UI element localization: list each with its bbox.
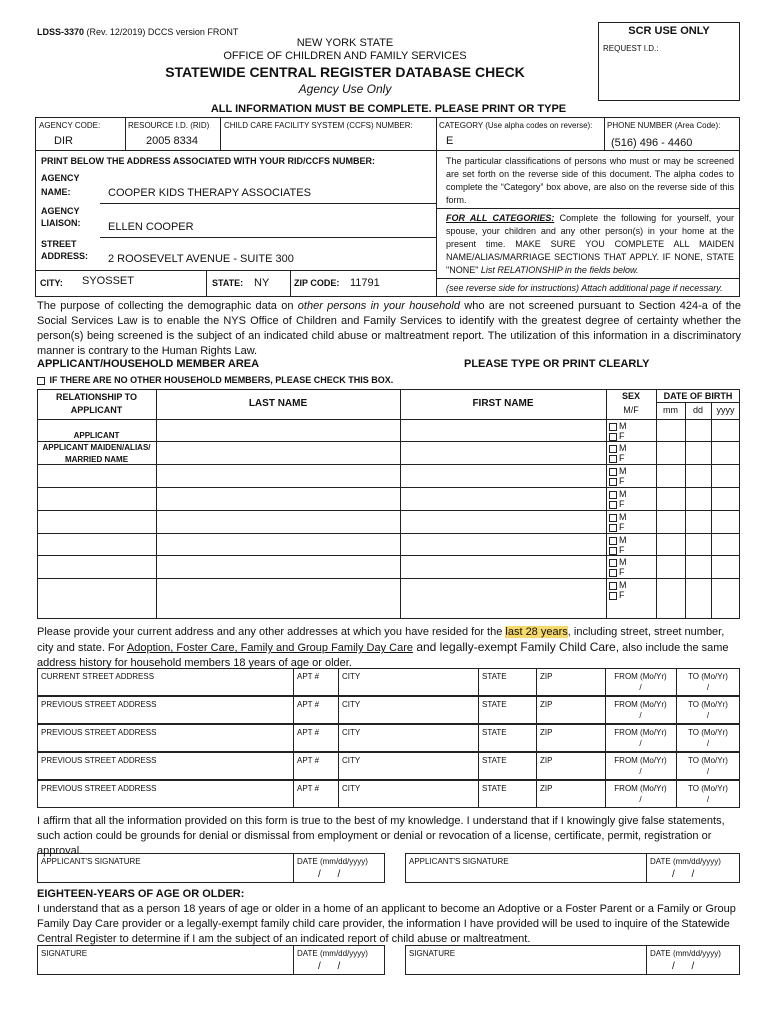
address-zip-label: ZIP bbox=[540, 784, 553, 793]
sex-m-checkbox[interactable] bbox=[609, 514, 617, 522]
address-to-slash: / bbox=[706, 767, 710, 776]
sex-f-label: F bbox=[619, 499, 625, 509]
address-to-slash: / bbox=[706, 739, 710, 748]
sex-f-label: F bbox=[619, 431, 625, 441]
applicant-label: APPLICANT bbox=[73, 431, 120, 440]
address-street-label: PREVIOUS STREET ADDRESS bbox=[41, 700, 157, 709]
no-other-members-row bbox=[37, 375, 393, 385]
sex-f-label: F bbox=[619, 590, 625, 600]
agency-name-label bbox=[41, 171, 80, 199]
request-id-label: REQUEST I.D.: bbox=[603, 44, 659, 53]
liaison-label-1: AGENCY bbox=[41, 206, 80, 216]
address-street-label: CURRENT STREET ADDRESS bbox=[41, 672, 155, 681]
address-from-label: FROM (Mo/Yr) bbox=[614, 728, 667, 737]
address-from-slash: / bbox=[639, 683, 642, 692]
address-from-label: FROM (Mo/Yr) bbox=[614, 784, 667, 793]
sex-m-label: M bbox=[619, 557, 627, 567]
date-slashes-2: / / bbox=[672, 869, 695, 880]
resource-id-label: RESOURCE I.D. (RID) bbox=[128, 121, 210, 130]
address-to-label: TO (Mo/Yr) bbox=[688, 672, 728, 681]
list-relationship-text: List RELATIONSHIP in the fields below. bbox=[480, 265, 639, 275]
liaison-label-2: LIAISON: bbox=[41, 218, 81, 228]
scr-use-only-label: SCR USE ONLY bbox=[628, 25, 710, 37]
addr-text-end: also include the same address history for household members 18 years of age or older. bbox=[37, 642, 729, 669]
sex-f-checkbox[interactable] bbox=[609, 547, 617, 555]
col-last-name: LAST NAME bbox=[248, 398, 308, 409]
complete-banner: ALL INFORMATION MUST BE COMPLETE. PLEASE PRINT OR TYPE bbox=[210, 103, 567, 115]
address-to-label: TO (Mo/Yr) bbox=[688, 756, 728, 765]
address-to-label: TO (Mo/Yr) bbox=[688, 700, 728, 709]
household-area-title: APPLICANT/HOUSEHOLD MEMBER AREA bbox=[37, 358, 260, 370]
address-state-label: STATE bbox=[482, 756, 507, 765]
sex-f-checkbox[interactable] bbox=[609, 501, 617, 509]
sex-cell bbox=[609, 535, 627, 555]
maiden-name-label: APPLICANT MAIDEN/ALIAS/ MARRIED NAME bbox=[42, 443, 151, 464]
address-to-slash: / bbox=[706, 795, 710, 804]
address-from-slash: / bbox=[639, 795, 642, 804]
date-label-1: DATE (mm/dd/yyyy) bbox=[297, 857, 368, 866]
applicant-row-label bbox=[37, 430, 156, 466]
address-apt-label: APT # bbox=[297, 728, 320, 737]
address-to-label: TO (Mo/Yr) bbox=[688, 784, 728, 793]
for-all-categories-note bbox=[446, 212, 734, 277]
resource-id-field[interactable]: 2005 8334 bbox=[146, 135, 198, 147]
col-dob: DATE OF BIRTH bbox=[663, 391, 733, 401]
applicant-signature-label-1: APPLICANT'S SIGNATURE bbox=[41, 857, 141, 866]
col-dob-mm: mm bbox=[663, 405, 678, 415]
sex-m-label: M bbox=[619, 535, 627, 545]
sex-cell bbox=[609, 443, 627, 463]
address-city-label: CITY bbox=[342, 728, 361, 737]
for-all-categories-heading: FOR ALL CATEGORIES: bbox=[446, 213, 555, 223]
address-state-label: STATE bbox=[482, 672, 507, 681]
ccfs-label: CHILD CARE FACILITY SYSTEM (CCFS) NUMBER: bbox=[224, 121, 413, 130]
household-table bbox=[37, 389, 740, 619]
sex-m-checkbox[interactable] bbox=[609, 559, 617, 567]
address-from-label: FROM (Mo/Yr) bbox=[614, 756, 667, 765]
zip-label: ZIP CODE: bbox=[294, 278, 340, 288]
address-zip-label: ZIP bbox=[540, 700, 553, 709]
address-apt-label: APT # bbox=[297, 784, 320, 793]
addr-text-large: and legally-exempt Family Child Care, bbox=[412, 640, 620, 654]
address-city-label: CITY bbox=[342, 700, 361, 709]
eighteen-paragraph: I understand that as a person 18 years of age or older in a home of an applicant to become an Adoptive or a Foster Parent or a Family or Group Family Day Care provider or a legally-exempt family child care provider, the information I have provided will be used to inquire of the Statewide Central Register to determine if I am the subject of an indicated report of child abuse or maltreatment. bbox=[37, 903, 736, 945]
sex-f-checkbox[interactable] bbox=[609, 569, 617, 577]
scr-use-only-box bbox=[598, 22, 740, 101]
sex-cell bbox=[609, 557, 627, 577]
agency-code-field[interactable]: DIR bbox=[54, 135, 73, 147]
form-id: LDSS-3370 bbox=[37, 27, 85, 37]
print-clearly-label: PLEASE TYPE OR PRINT CLEARLY bbox=[464, 358, 650, 370]
affirm-paragraph: I affirm that all the information provided on this form is true to the best of my knowledge. I understand that if I knowingly give false statements, such action could be grounds for denial or dismissal from employment or denial or revocation of a license, certificate, permit, registration or approval. bbox=[37, 815, 725, 857]
phone-label: PHONE NUMBER (Area Code): bbox=[607, 121, 721, 130]
address-state-label: STATE bbox=[482, 728, 507, 737]
form-rev: (Rev. 12/2019) DCCS version FRONT bbox=[86, 27, 239, 37]
phone-prefix: 496 bbox=[639, 137, 659, 149]
address-zip-label: ZIP bbox=[540, 728, 553, 737]
applicant-signature-label-2: APPLICANT'S SIGNATURE bbox=[409, 857, 509, 866]
address-street-label: PREVIOUS STREET ADDRESS bbox=[41, 784, 157, 793]
street-label-1: STREET bbox=[41, 239, 77, 249]
col-relationship: RELATIONSHIP TO APPLICANT bbox=[55, 392, 137, 415]
sex-f-label: F bbox=[619, 522, 625, 532]
address-city-label: CITY bbox=[342, 756, 361, 765]
signature-label-2: SIGNATURE bbox=[409, 949, 456, 958]
address-city-label: CITY bbox=[342, 784, 361, 793]
addr-text-highlight: last 28 years bbox=[505, 626, 568, 638]
address-to-slash: / bbox=[706, 711, 710, 720]
sex-f-checkbox[interactable] bbox=[609, 433, 617, 441]
street-label bbox=[41, 238, 88, 262]
sex-m-checkbox[interactable] bbox=[609, 423, 617, 431]
sex-cell bbox=[609, 489, 627, 509]
sex-cell bbox=[609, 466, 627, 486]
agency-name-field[interactable]: COOPER KIDS THERAPY ASSOCIATES bbox=[108, 187, 311, 199]
address-from-label: FROM (Mo/Yr) bbox=[614, 700, 667, 709]
eighteen-date-label-1: DATE (mm/dd/yyyy) bbox=[297, 949, 368, 958]
page-title: STATEWIDE CENTRAL REGISTER DATABASE CHECK bbox=[165, 64, 525, 80]
col-dob-yyyy: yyyy bbox=[716, 405, 735, 415]
sex-m-label: M bbox=[619, 443, 627, 453]
eighteen-title: EIGHTEEN-YEARS OF AGE OR OLDER: bbox=[37, 888, 245, 900]
address-apt-label: APT # bbox=[297, 756, 320, 765]
sex-m-checkbox[interactable] bbox=[609, 468, 617, 476]
sex-m-checkbox[interactable] bbox=[609, 491, 617, 499]
sex-m-label: M bbox=[619, 580, 627, 590]
address-from-slash: / bbox=[639, 739, 642, 748]
agency-name-label-2: NAME: bbox=[41, 187, 71, 197]
print-below-label: PRINT BELOW THE ADDRESS ASSOCIATED WITH YOUR RID/CCFS NUMBER: bbox=[41, 156, 376, 166]
purpose-text-1: The purpose of collecting the demographic data on bbox=[37, 300, 298, 312]
sex-m-label: M bbox=[619, 421, 627, 431]
liaison-label bbox=[41, 205, 81, 229]
category-field[interactable]: E bbox=[446, 135, 454, 147]
date-slashes-1: / / bbox=[318, 869, 341, 880]
address-from-label: FROM (Mo/Yr) bbox=[614, 672, 667, 681]
address-zip-label: ZIP bbox=[540, 756, 553, 765]
sex-m-checkbox[interactable] bbox=[609, 537, 617, 545]
state-label: STATE: bbox=[212, 278, 244, 288]
city-field[interactable]: SYOSSET bbox=[82, 275, 134, 287]
sex-m-checkbox[interactable] bbox=[609, 582, 617, 590]
city-label: CITY: bbox=[40, 278, 63, 288]
address-state-label: STATE bbox=[482, 784, 507, 793]
address-to-slash: / bbox=[706, 683, 710, 692]
address-city-label: CITY bbox=[342, 672, 361, 681]
eighteen-date-label-2: DATE (mm/dd/yyyy) bbox=[650, 949, 721, 958]
zip-field[interactable]: 11791 bbox=[350, 277, 380, 289]
no-other-members-checkbox[interactable] bbox=[37, 377, 45, 385]
street-field[interactable]: 2 ROOSEVELT AVENUE - SUITE 300 bbox=[108, 253, 294, 265]
phone-line: 4460 bbox=[667, 137, 693, 149]
office-name: OFFICE OF CHILDREN AND FAMILY SERVICES bbox=[223, 50, 467, 62]
sex-f-checkbox[interactable] bbox=[609, 455, 617, 463]
agency-code-label: AGENCY CODE: bbox=[39, 121, 101, 130]
col-sex-sub: M/F bbox=[623, 405, 639, 415]
state-field[interactable]: NY bbox=[254, 277, 270, 289]
sex-m-label: M bbox=[619, 466, 627, 476]
eighteen-date-slashes-1: / / bbox=[318, 961, 341, 972]
sex-f-label: F bbox=[619, 476, 625, 486]
address-street-label: PREVIOUS STREET ADDRESS bbox=[41, 756, 157, 765]
sex-cell bbox=[609, 580, 627, 600]
purpose-text-italic: other persons in your household bbox=[297, 300, 460, 312]
state-name: NEW YORK STATE bbox=[296, 37, 394, 49]
col-first-name: FIRST NAME bbox=[472, 398, 534, 409]
purpose-text-rest: who are not screened pursuant to Section 424-a of the Social Services Law is to enable the NYS Office of Children and Family Services to identify with the greatest degree of certainty whether the person(s) being screened is the subject of an indicated child abuse or maltreatment report. The utilization of this information in a discriminatory manner is contrary to the Human Rights Law. bbox=[37, 300, 741, 357]
sex-f-checkbox[interactable] bbox=[609, 592, 617, 600]
sex-cell bbox=[609, 512, 627, 532]
purpose-paragraph bbox=[37, 299, 741, 359]
phone-dash: - bbox=[661, 137, 665, 149]
phone-field[interactable] bbox=[611, 137, 692, 149]
col-dob-dd: dd bbox=[692, 405, 703, 415]
liaison-field[interactable]: ELLEN COOPER bbox=[108, 221, 194, 233]
addr-text-mid: , including street, street number, city and state. For bbox=[37, 626, 725, 654]
address-apt-label: APT # bbox=[297, 700, 320, 709]
phone-area: (516) bbox=[611, 137, 637, 149]
address-apt-label: APT # bbox=[297, 672, 320, 681]
for-all-categories-text: Complete the following for yourself, your spouse, your children and any other person(s) in your home at the present time. MAKE SURE YOU COMPLETE ALL MAIDEN NAME/ALIAS/MARRIAGE SECTIONS THAT APPLY. IF NONE, STATE "NONE" bbox=[446, 213, 734, 275]
col-sex: SEX bbox=[621, 391, 640, 401]
address-from-slash: / bbox=[639, 711, 642, 720]
sex-f-label: F bbox=[619, 567, 625, 577]
addr-text-start: Please provide your current address and any other addresses at which you have resided for the bbox=[37, 626, 506, 638]
sex-m-checkbox[interactable] bbox=[609, 445, 617, 453]
sex-f-checkbox[interactable] bbox=[609, 524, 617, 532]
address-from-slash: / bbox=[639, 767, 642, 776]
page-subtitle: Agency Use Only bbox=[298, 82, 392, 96]
street-label-2: ADDRESS: bbox=[41, 251, 89, 261]
sex-f-checkbox[interactable] bbox=[609, 478, 617, 486]
sex-f-label: F bbox=[619, 545, 625, 555]
address-state-label: STATE bbox=[482, 700, 507, 709]
address-to-label: TO (Mo/Yr) bbox=[688, 728, 728, 737]
addr-text-underline: Adoption, Foster Care, Family and Group Family Day Care bbox=[126, 642, 413, 654]
sex-m-label: M bbox=[619, 489, 627, 499]
see-reverse-note: (see reverse side for instructions) Attach additional page if necessary. bbox=[446, 283, 723, 293]
classification-note: The particular classifications of persons who must or may be screened are set forth on the reverse side of this document. The alpha codes to complete the “Category” box above, are also on the reverse side of this form. bbox=[446, 156, 734, 205]
address-history-paragraph bbox=[37, 625, 741, 671]
address-zip-label: ZIP bbox=[540, 672, 553, 681]
date-label-2: DATE (mm/dd/yyyy) bbox=[650, 857, 721, 866]
signature-label-1: SIGNATURE bbox=[41, 949, 88, 958]
agency-name-label-1: AGENCY bbox=[41, 173, 80, 183]
eighteen-date-slashes-2: / / bbox=[672, 961, 695, 972]
sex-f-label: F bbox=[619, 453, 625, 463]
address-street-label: PREVIOUS STREET ADDRESS bbox=[41, 728, 157, 737]
category-label: CATEGORY (Use alpha codes on reverse): bbox=[439, 121, 593, 130]
no-other-members-label: IF THERE ARE NO OTHER HOUSEHOLD MEMBERS, PLEASE CHECK THIS BOX. bbox=[49, 375, 394, 385]
sex-cell bbox=[609, 421, 627, 441]
form-id-line bbox=[37, 27, 238, 37]
sex-m-label: M bbox=[619, 512, 627, 522]
